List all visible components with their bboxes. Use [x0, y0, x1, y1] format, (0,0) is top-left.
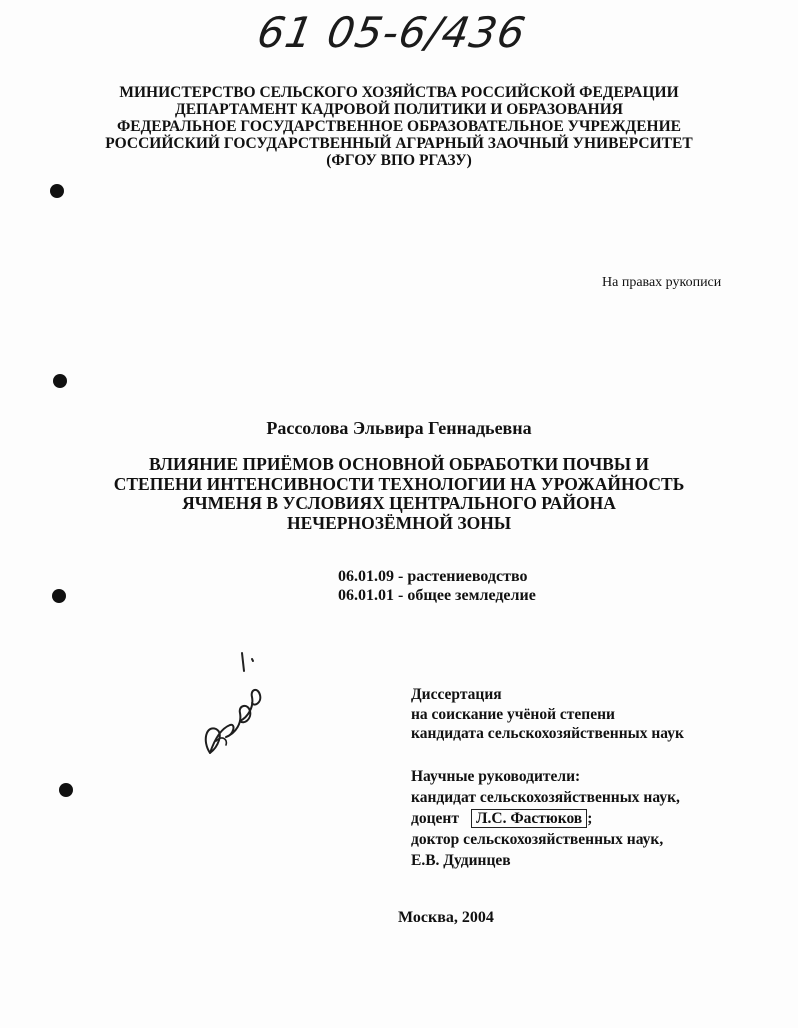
city-year: Москва, 2004 — [398, 909, 494, 926]
header-line: (ФГОУ ВПО РГАЗУ) — [326, 152, 472, 169]
punch-hole — [52, 589, 66, 603]
header-line: ФЕДЕРАЛЬНОЕ ГОСУДАРСТВЕННОЕ ОБРАЗОВАТЕЛЬНОЕ УЧРЕЖДЕНИЕ — [116, 118, 682, 135]
supervisor-degree: кандидат сельскохозяйственных наук, — [411, 789, 680, 806]
specialty-codes — [338, 567, 536, 605]
handwritten-signature — [196, 645, 276, 765]
semicolon: ; — [587, 810, 593, 827]
degree-line: на соискание учёной степени — [411, 705, 615, 723]
supervisor-position-line — [411, 808, 680, 829]
dissertation-title — [0, 455, 798, 533]
punch-hole — [50, 184, 64, 198]
title-line: ЯЧМЕНЯ В УСЛОВИЯХ ЦЕНТРАЛЬНОГО РАЙОНА — [182, 493, 616, 513]
supervisor-degree: доктор сельскохозяйственных наук, — [411, 831, 664, 848]
supervisors-block — [411, 766, 680, 871]
header-line: РОССИЙСКИЙ ГОСУДАРСТВЕННЫЙ АГРАРНЫЙ ЗАОЧНЫЙ УНИВЕРСИТЕТ — [105, 135, 693, 152]
punch-hole — [53, 374, 67, 388]
specialty-line: 06.01.01 - общее земледелие — [338, 587, 536, 604]
supervisors-heading: Научные руководители: — [411, 768, 581, 785]
header-line: МИНИСТЕРСТВО СЕЛЬСКОГО ХОЗЯЙСТВА РОССИЙСКОЙ ФЕДЕРАЦИИ — [119, 84, 679, 101]
supervisor-name: Е.В. Дудинцев — [411, 852, 511, 869]
title-line: СТЕПЕНИ ИНТЕНСИВНОСТИ ТЕХНОЛОГИИ НА УРОЖАЙНОСТЬ — [113, 473, 685, 494]
title-line: ВЛИЯНИЕ ПРИЁМОВ ОСНОВНОЙ ОБРАБОТКИ ПОЧВЫ И — [148, 454, 650, 474]
handwritten-catalog-number: 61 05-6/436 — [253, 8, 530, 57]
manuscript-rights-note: На правах рукописи — [602, 275, 722, 290]
ministry-header — [0, 84, 798, 169]
specialty-line: 06.01.09 - растениеводство — [338, 568, 528, 585]
supervisor-position: доцент — [411, 810, 459, 827]
degree-line: Диссертация — [411, 686, 502, 703]
punch-hole — [59, 783, 73, 797]
degree-line: кандидата сельскохозяйственных наук — [411, 725, 684, 742]
dissertation-degree-block — [411, 685, 684, 744]
boxed-supervisor-name: Л.С. Фастюков — [471, 809, 587, 828]
title-line: НЕЧЕРНОЗЁМНОЙ ЗОНЫ — [287, 512, 511, 533]
header-line: ДЕПАРТАМЕНТ КАДРОВОЙ ПОЛИТИКИ И ОБРАЗОВАНИЯ — [175, 101, 623, 118]
author-name: Рассолова Эльвира Геннадьевна — [266, 418, 532, 438]
